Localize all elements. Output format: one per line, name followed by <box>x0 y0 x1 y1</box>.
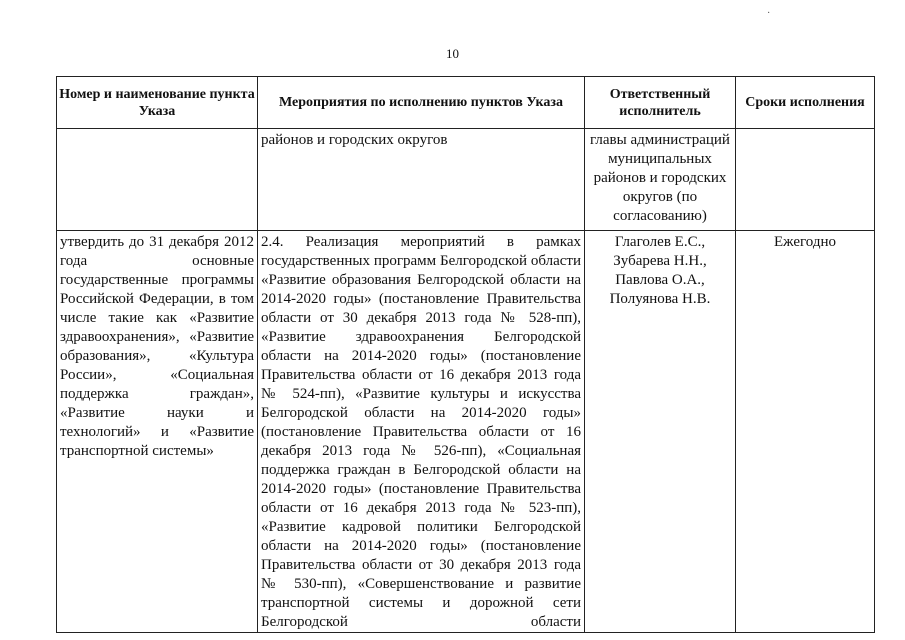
cell-measures-main <box>258 231 585 633</box>
header-responsible <box>585 77 736 129</box>
cell-responsible-main <box>585 231 736 633</box>
header-deadlines <box>736 77 875 129</box>
stray-dot-mark: · <box>767 8 771 19</box>
cell-clause-main <box>57 231 258 633</box>
table-row-continued <box>57 129 875 231</box>
cell-deadline-main <box>736 231 875 633</box>
table-row-main <box>57 231 875 633</box>
cell-responsible-main-text: Глаголев Е.С., Зубарева Н.Н., Павлова О.А., Полуянова Н.В. <box>609 234 711 307</box>
cell-measures-main-text: 2.4. Реализация мероприятий в рамках государственных программ Белгородской области «Развитие образования Белгородской области на 2014-2020 годы» (постановление Правительства области от 30 декабря 2013 года № 528-пп), «Развитие здравоохранения Белгородской области на 2014-2020 годы» (постановление Правительства области от 16 декабря 2013 года № 524-пп), «Развитие культуры и искусства Белгородской области на 2014-2020 годы» (постановление Правительства области от 16 декабря 2013 года № 526-пп), «Социальная поддержка граждан в Белгородской области на 2014-2020 годы» (постановление Правительства области от 16 декабря 2013 года № 523-пп), «Развитие кадровой политики Белгородской области на 2014-2020 годы» (постановление Правительства области от 30 декабря 2013 года № 530-пп), «Совершенствование и развитие транспортной системы и дорожной сети Белгородской области <box>261 234 581 630</box>
page-number: 10 <box>446 46 459 61</box>
cell-deadline-main-text: Ежегодно <box>774 234 836 250</box>
cell-clause-main-text: утвердить до 31 декабря 2012 года основные государственные программы Российской Федерации, в том числе такие как «Развитие здравоохранения», «Развитие образования», «Культура России», «Социальная поддержка граждан», «Развитие науки и технологий» и «Развитие транспортной системы» <box>60 234 254 459</box>
cell-responsible-continued <box>585 129 736 231</box>
cell-measures-continued-text: районов и городских округов <box>261 132 448 148</box>
header-deadlines-label: Сроки исполнения <box>745 95 865 110</box>
header-responsible-label: Ответственный исполнитель <box>609 86 711 119</box>
table-header-row <box>57 77 875 129</box>
header-measures-label: Мероприятия по исполнению пунктов Указа <box>279 95 563 110</box>
cell-clause-continued <box>57 129 258 231</box>
cell-clause-continued-text <box>57 129 257 131</box>
cell-responsible-continued-text: главы администраций муниципальных районов и городских округов (по согласованию) <box>590 132 730 224</box>
header-clause-number <box>57 77 258 129</box>
header-clause-number-label: Номер и наименование пункта Указа <box>59 86 255 119</box>
cell-deadline-continued-text <box>736 129 874 131</box>
measures-table <box>56 76 875 633</box>
header-measures <box>258 77 585 129</box>
cell-deadline-continued <box>736 129 875 231</box>
cell-measures-continued <box>258 129 585 231</box>
